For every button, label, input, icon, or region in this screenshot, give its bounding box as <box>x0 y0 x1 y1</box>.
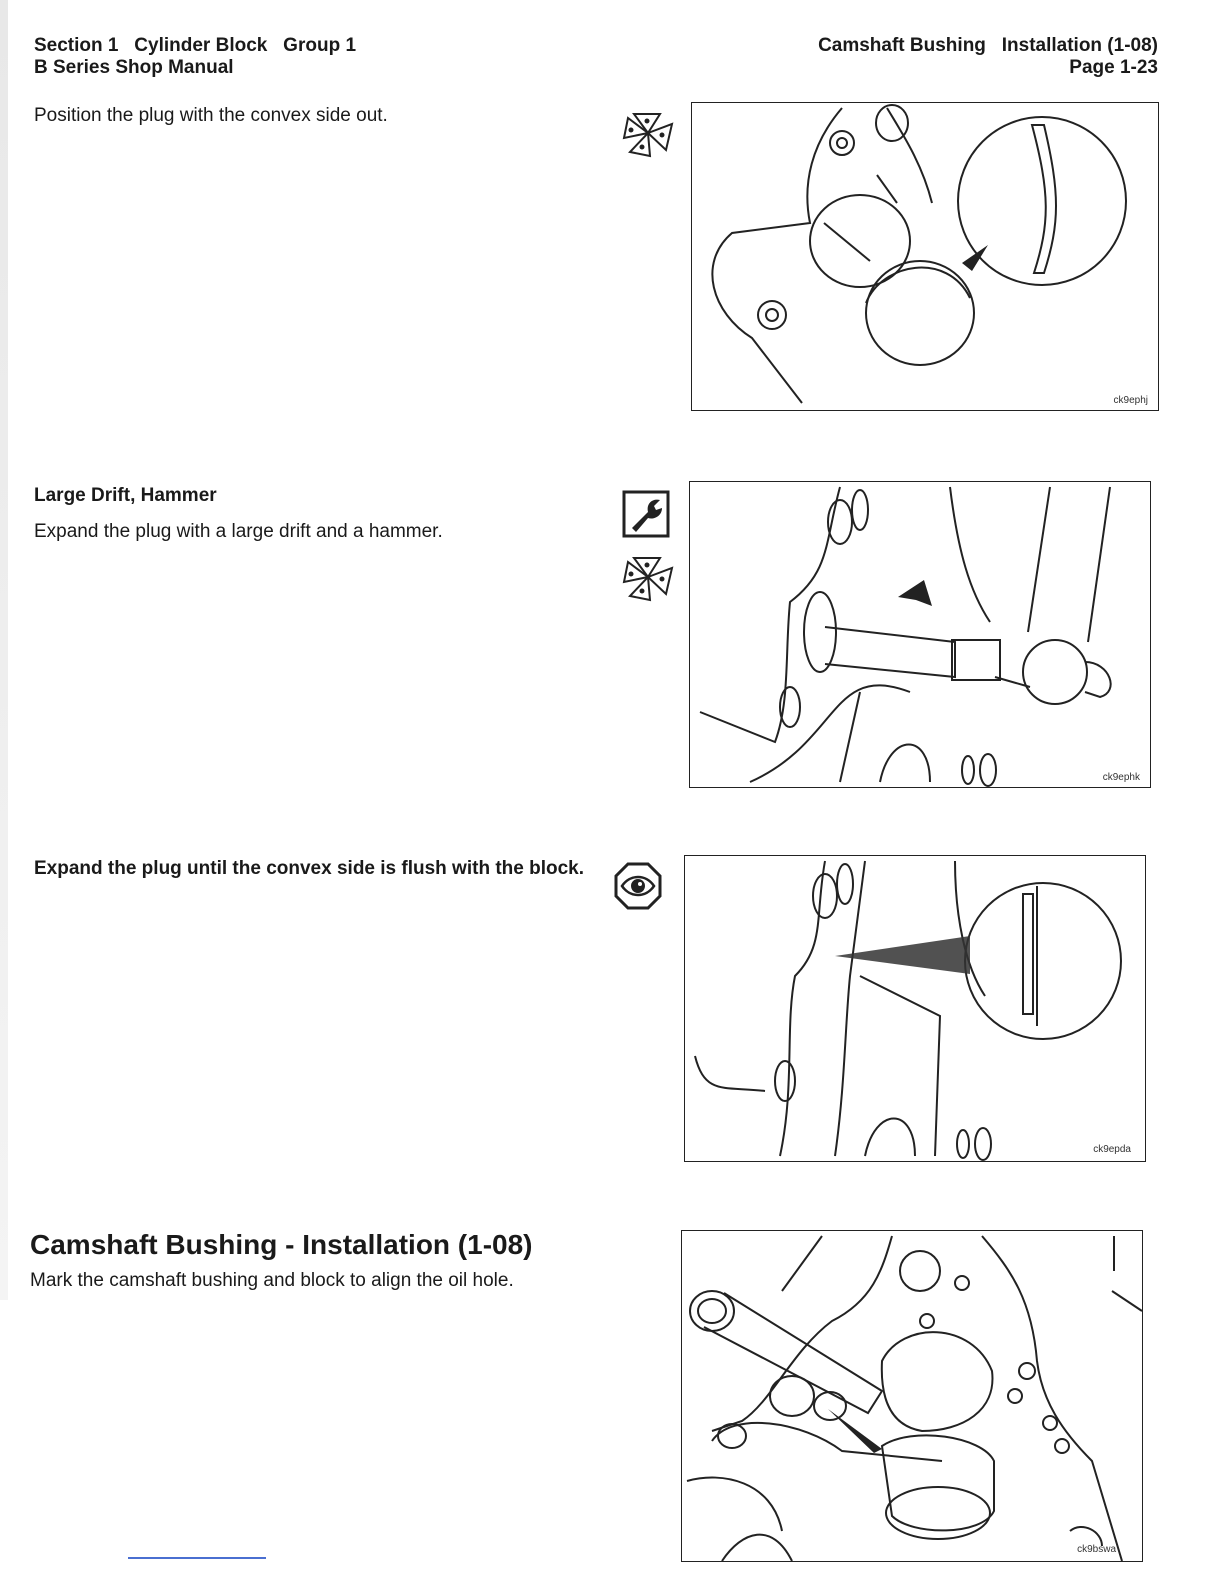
figure-plug-convex <box>691 102 1159 411</box>
figure-id: ck9epda <box>1093 1144 1131 1155</box>
step-3-text: Expand the plug until the convex side is flush with the block. <box>34 858 585 879</box>
figure-id: ck9bswa <box>1077 1544 1116 1555</box>
page-number: Page 1-23 <box>1069 57 1158 78</box>
figure-id: ck9ephj <box>1113 395 1148 406</box>
wrench-icon <box>622 490 670 543</box>
header-right <box>818 35 1158 79</box>
step-2-text: Expand the plug with a large drift and a hammer. <box>34 521 443 542</box>
manual-name: B Series Shop Manual <box>34 57 234 78</box>
step-2-tools: Large Drift, Hammer <box>34 485 217 506</box>
figure-id: ck9ephk <box>1102 772 1140 783</box>
section-title: Camshaft Bushing - Installation (1-08) <box>30 1229 533 1260</box>
step-1-text: Position the plug with the convex side out. <box>34 105 388 126</box>
figure-plug-flush <box>684 855 1146 1162</box>
procedure-icon <box>620 552 676 607</box>
header-left <box>34 35 356 79</box>
section-text: Mark the camshaft bushing and block to align the oil hole. <box>30 1270 514 1291</box>
section-group-line: Section 1 Cylinder Block Group 1 <box>34 35 357 56</box>
procedure-icon <box>620 108 676 163</box>
footer-rule <box>128 1557 266 1559</box>
scan-edge <box>0 0 8 1300</box>
figure-drift-hammer <box>689 481 1151 788</box>
figure-camshaft-bushing <box>681 1230 1143 1562</box>
topic-line: Camshaft Bushing Installation (1-08) <box>818 35 1158 56</box>
inspection-eye-icon <box>614 862 662 915</box>
